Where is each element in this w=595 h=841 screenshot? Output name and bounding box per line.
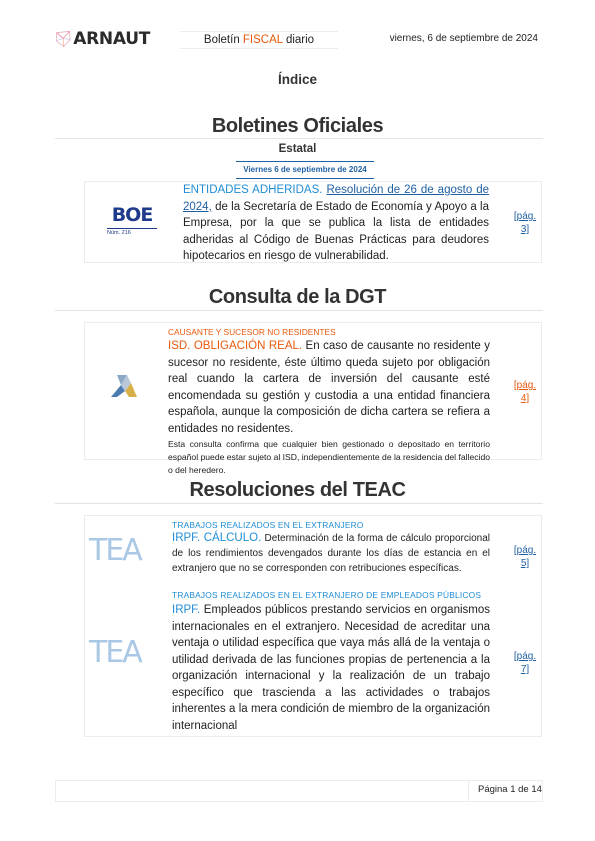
section-title-dgt: Consulta de la DGT: [208, 286, 387, 308]
section-divider: [55, 310, 543, 311]
footer: [55, 780, 543, 802]
section-divider: [55, 138, 543, 139]
boe-logo-text: BOE: [111, 204, 153, 226]
dgt-entry-card: [84, 322, 542, 475]
entry-lead: IRPF. CÁLCULO.: [172, 532, 262, 544]
day-banner: Viernes 6 de septiembre de 2024: [236, 161, 374, 179]
entry-category: TRABAJOS REALIZADOS EN EL EXTRANJERO DE EMPLEADOS PÚBLICOS: [172, 590, 482, 600]
page-link-4[interactable]: [pág. 4]: [513, 380, 537, 404]
entry-lead: IRPF.: [172, 604, 201, 616]
index-title: Índice: [277, 72, 317, 87]
logo-wordmark: ARNAUT: [73, 29, 150, 49]
entry-body: Determinación de la forma de cálculo proporcional de los rendimientos devengados durante los días de estancia en el extranjero que no se corresponden con retribuciones específicas.: [172, 533, 490, 574]
footer-divider: [468, 780, 469, 802]
teac-logo: TEA: [89, 533, 141, 568]
aeat-logo-icon: [103, 371, 143, 401]
section-title-teac: Resoluciones del TEAC: [189, 479, 406, 501]
entry-body: Empleados públicos prestando servicios en organismos internacionales en el extranjero. Necesidad de acreditar una ventaja o utilidad específica que vaya más allá de la ventaja o utilidad derivada de las funciones propias de pertenencia a la organización internacional y la realización de un trabajo específico que trascienda a las actividades o trabajos inherentes a la mera condición de miembro de la organización internacional: [172, 604, 490, 732]
section-title-boletines: Boletines Oficiales: [211, 115, 384, 137]
arnaut-logo: [55, 22, 150, 56]
arnaut-logo-icon: [55, 24, 71, 54]
page-link-7[interactable]: [pág. 7]: [513, 651, 537, 675]
page-link-5[interactable]: [pág. 5]: [513, 545, 537, 569]
entry-category: CAUSANTE Y SUCESOR NO RESIDENTES: [168, 327, 336, 337]
page-number: Página 1 de 14: [478, 784, 542, 795]
boe-entry-card: [84, 181, 542, 263]
teac-logo: TEA: [89, 635, 141, 670]
entry-body: de la Secretaría de Estado de Economía y Apoyo a la Empresa, por la que se publica la lista de entidades adheridas al Código de Buenas Prácticas para deudores hipotecarios en riesgo de vulnerabilidad.: [183, 200, 489, 262]
section-divider: [55, 503, 543, 504]
teac-entry-text: [172, 520, 490, 576]
header-date: viernes, 6 de septiembre de 2024: [389, 33, 538, 44]
entry-lead: ENTIDADES ADHERIDAS.: [183, 184, 323, 196]
resolution-link[interactable]: Resolución de 26 de agosto de 2024,: [183, 184, 489, 213]
entry-note: Esta consulta confirma que cualquier bien gestionado o depositado en territorio español puede estar sujeto al ISD, independientemente de la residencia del fallecido o del heredero.: [168, 439, 491, 475]
entry-category: TRABAJOS REALIZADOS EN EL EXTRANJERO: [172, 520, 364, 530]
boe-logo: [107, 204, 157, 242]
teac-entries-card: [84, 515, 542, 737]
page-link-3[interactable]: [pág. 3]: [513, 211, 537, 235]
dgt-entry-text: [168, 327, 490, 477]
boe-logo-number: Núm. 216: [107, 228, 157, 236]
boe-entry-text: [183, 182, 489, 265]
entry-lead: ISD. OBLIGACIÓN REAL.: [168, 340, 303, 352]
bulletin-title: Boletín FISCAL diario: [180, 31, 338, 49]
teac-entry-text: [172, 590, 490, 734]
section-subtitle-estatal: Estatal: [278, 143, 317, 155]
entry-body: En caso de causante no residente y sucesor no residente, éste último queda sujeto por obligación real cuando la cartera de inversión del causante esté encomendada su gestión y custodia a una entidad financiera española, aunque la composición de dicha cartera se refiera a entidades no residentes.: [168, 340, 490, 435]
